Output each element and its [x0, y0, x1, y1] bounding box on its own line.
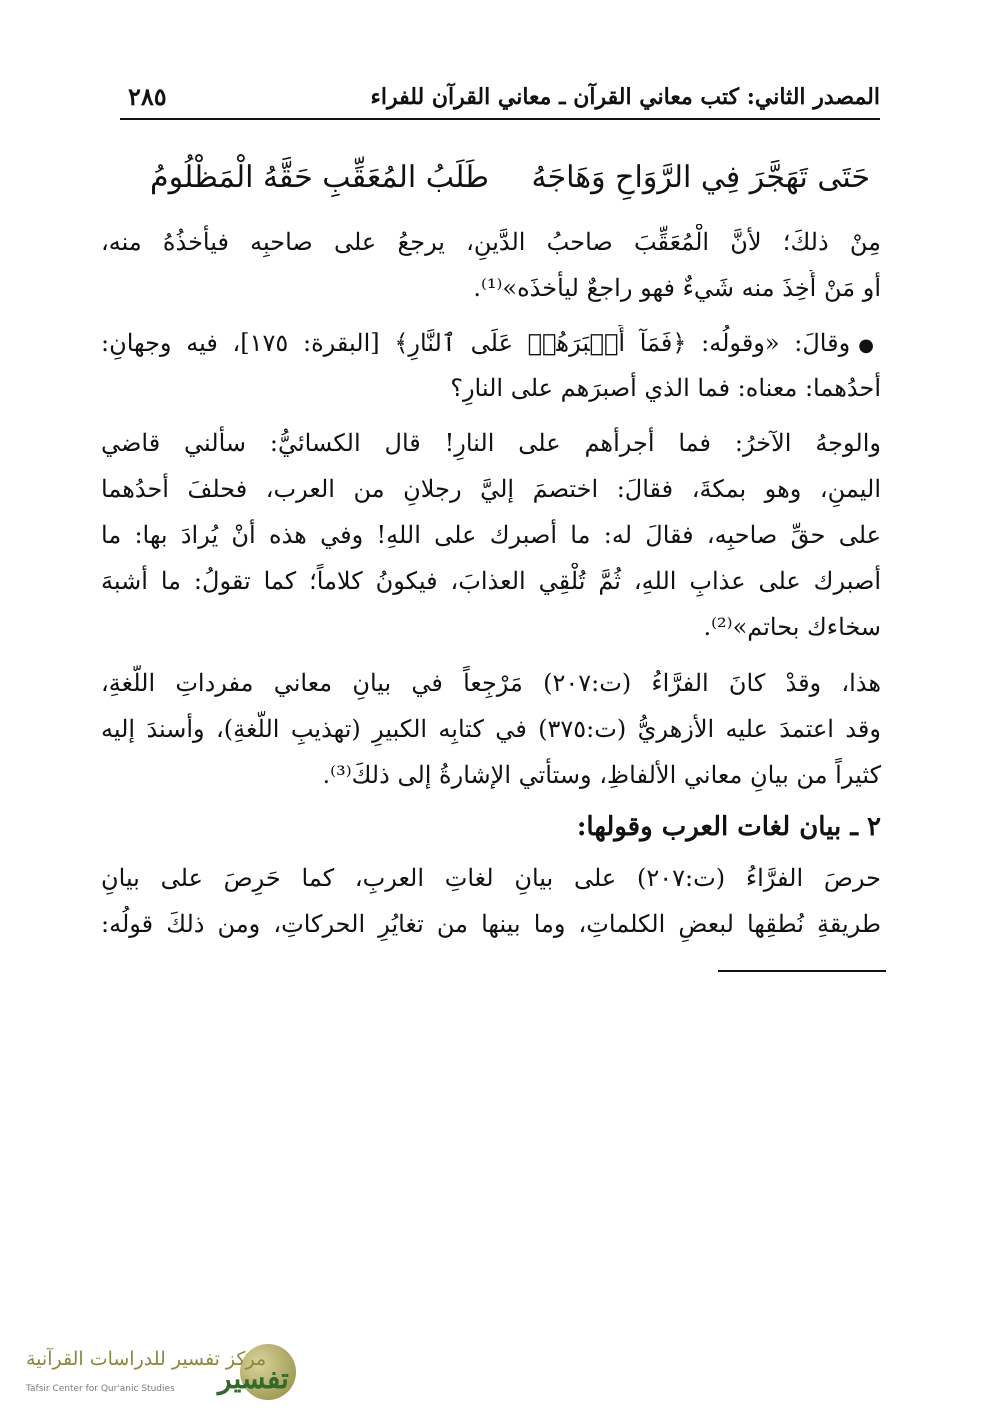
poetry-verse: [150, 160, 870, 208]
body-line-text: وقالَ: «وقولُه: ﴿فَمَآ أَصۡبَرَهُمۡ عَلَى ٱلنَّارِ﴾ [البقرة: ١٧٥]، فيه وجهانِ:: [101, 329, 851, 357]
page-number: ٢٨٥: [128, 82, 167, 111]
body-line: وقد اعتمدَ عليه الأزهريُّ (ت:٣٧٥) في كتابِه الكبيرِ (تهذيبِ اللُّغةِ)، وأسندَ إليه: [101, 715, 881, 743]
body-line-bullet: [101, 325, 881, 364]
running-title: المصدر الثاني: كتب معاني القرآن ـ معاني القرآن للفراء: [370, 84, 880, 110]
footnote-rule: [718, 970, 886, 972]
page-header: [120, 82, 880, 120]
body-line: على حقِّ صاحبِه، فقالَ له: ما أصبرك على اللهِ! وفي هذه أنْ يُرادَ بها: ما: [101, 521, 881, 549]
body-line: والوجهُ الآخرُ: فما أجرأهم على النارِ! قال الكسائيُّ: سألني قاضي: [101, 429, 881, 457]
section-heading: ٢ ـ بيان لغات العرب وقولها:: [576, 812, 881, 842]
body-line: كثيراً من بيانِ معاني الألفاظِ، وستأتي الإشارةُ إلى ذلكَ⁽³⁾.: [322, 761, 881, 789]
body-line: سخاءك بحاتم»⁽²⁾.: [703, 613, 881, 641]
body-line: أو مَنْ أُخِذَ منه شَيءٌ فهو راجعٌ ليأخذَه»⁽¹⁾.: [473, 274, 881, 302]
body-line: اليمنِ، وهو بمكةَ، فقالَ: اختصمَ إليَّ رجلانِ من العرب، فحلفَ أحدُهما: [101, 475, 881, 503]
verse-hemistich-first: حَتَى تَهَجَّرَ فِي الرَّوَاحِ وَهَاجَهُ: [531, 160, 870, 195]
logo-word: تفسير: [218, 1362, 289, 1395]
body-line: مِنْ ذلكَ؛ لأنَّ الْمُعَقِّبَ صاحبُ الدَّينِ، يرجعُ على صاحبِه فيأخذُهُ منه،: [101, 228, 881, 256]
body-line: أصبرك على عذابِ اللهِ، ثُمَّ تُلْقِي العذابَ، فيكونُ كلاماً؛ كما تقولُ: ما أشبهَ: [101, 567, 881, 595]
bullet-icon: ●: [858, 335, 881, 356]
logo-english-text: Tafsir Center for Qur'anic Studies: [26, 1384, 175, 1394]
section-line: حرصَ الفرَّاءُ (ت:٢٠٧) على بيانِ لغاتِ العربِ، كما حَرِصَ على بيانِ: [101, 864, 881, 892]
body-line: هذا، وقدْ كانَ الفرَّاءُ (ت:٢٠٧) مَرْجِعاً في بيانِ معاني مفرداتِ اللُّغةِ،: [101, 669, 881, 697]
tafsir-center-logo: [16, 1340, 296, 1410]
logo-arabic-text: مركز تفسير للدراسات القرآنية: [26, 1348, 267, 1370]
verse-hemistich-second: طَلَبُ المُعَقِّبِ حَقَّهُ الْمَظْلُومُ: [150, 160, 490, 195]
body-line: أحدُهما: معناه: فما الذي أصبرَهم على النارِ؟: [450, 374, 881, 402]
section-line: طريقةِ نُطقِها لبعضِ الكلماتِ، وما بينها من تغايُرِ الحركاتِ، ومن ذلكَ قولُه:: [101, 910, 881, 938]
